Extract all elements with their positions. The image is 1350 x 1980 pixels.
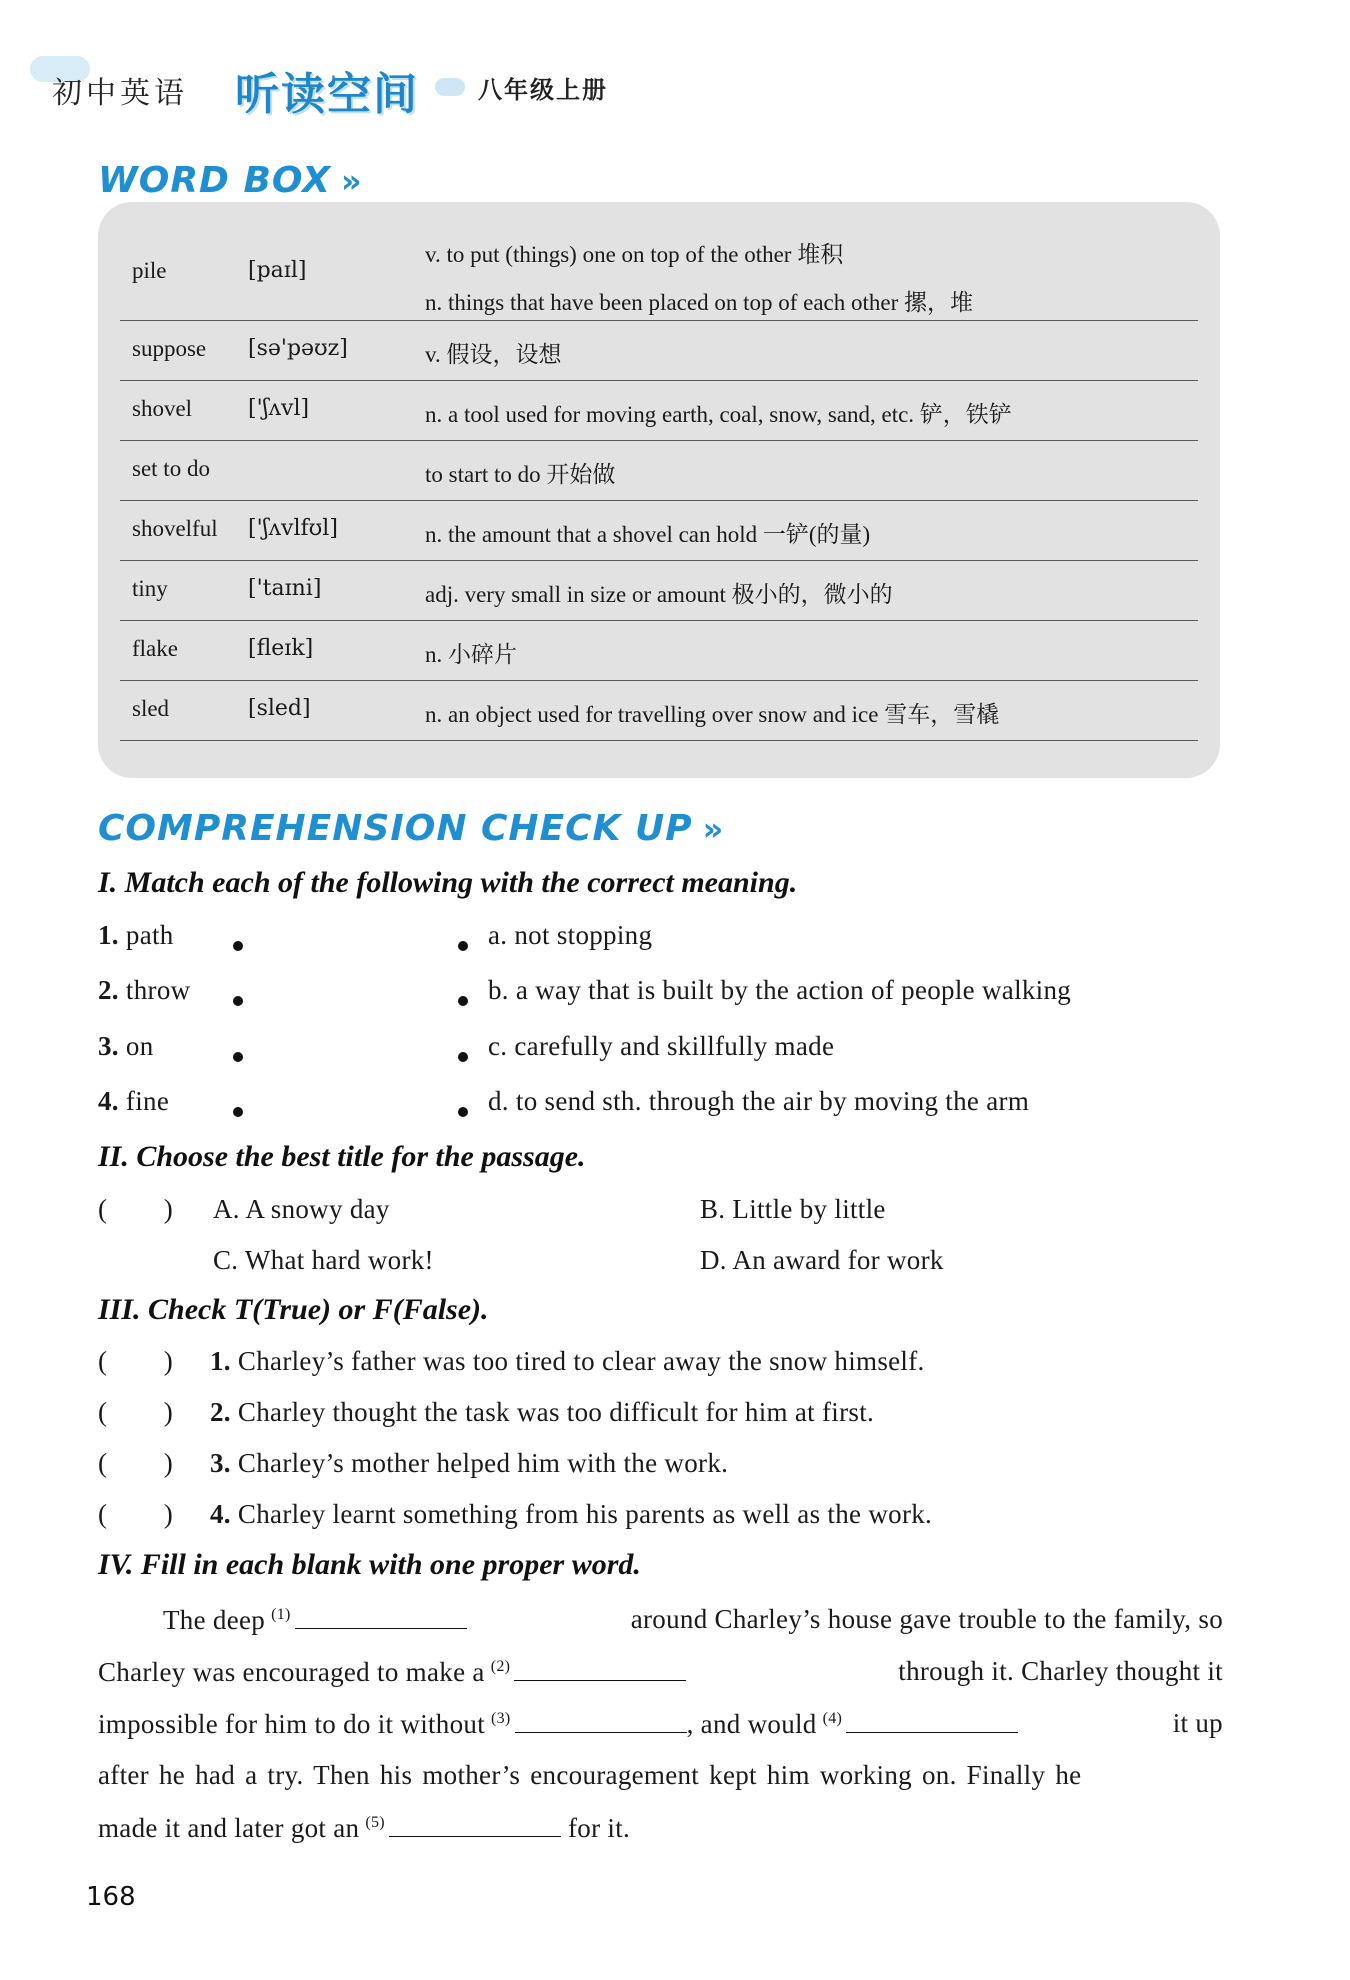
word-row-pile [120,222,1198,321]
word-term: pile [132,258,167,283]
item-text: on [125,1031,154,1061]
word-definition: to start to do 开始做 [425,462,616,487]
match-dot-left[interactable] [233,1107,243,1117]
word-definition: n. things that have been placed on top of each other 摞，堆 [425,290,974,315]
comprehension-title-text: COMPREHENSION CHECK UP [98,808,693,849]
item-text: Charley’s father was too tired to clear away the snow himself. [237,1346,925,1376]
blank-4[interactable] [846,1708,1018,1733]
word-phonetic: ['ʃʌvl] [248,396,310,421]
tf-item [210,1448,728,1479]
word-row-sled [120,680,1198,741]
word-box-title-text: WORD BOX [98,160,331,201]
match-left-item [98,1086,169,1117]
blank-5[interactable] [389,1812,561,1837]
item-number: 2. [210,1397,231,1427]
word-definition: n. a tool used for moving earth, coal, snow, sand, etc. 铲，铁铲 [425,402,1012,427]
page-header [30,50,1320,130]
word-phonetic: [sled] [248,696,311,721]
word-phonetic: ['taɪni] [248,576,322,601]
answer-bracket[interactable]: ( ) [98,1194,173,1224]
match-dot-left[interactable] [233,941,243,951]
word-phonetic: [fleɪk] [248,636,314,661]
series-title: 初中英语 [52,76,188,111]
item-text: Charley thought the task was too difficult for him at first. [237,1397,875,1427]
option-a: A. A snowy day [213,1194,390,1224]
item-text: path [125,920,174,950]
option-b: B. Little by little [700,1194,886,1224]
word-row-shovelful [120,500,1198,561]
tf-item [210,1397,874,1428]
word-definition: adj. very small in size or amount 极小的，微小的 [425,582,893,607]
match-left-item [98,1031,154,1062]
tf-item [210,1499,932,1530]
page-number: 168 [86,1882,136,1912]
passage-text: it up [1172,1708,1223,1738]
double-chevron-icon: » [340,162,363,200]
word-box-title [98,160,363,201]
part3-heading: III. Check T(True) or F(False). [98,1293,489,1326]
item-number: 4. [98,1086,119,1116]
passage-line [98,1708,1223,1740]
comprehension-title [98,808,724,849]
match-dot-right[interactable] [458,1052,468,1062]
word-term: set to do [132,456,210,481]
word-row-shovel [120,380,1198,441]
passage-text: around Charley’s house gave trouble to the family, so [630,1604,1223,1634]
item-number: 1. [210,1346,231,1376]
match-right-item: a. not stopping [488,920,653,950]
option-d: D. An award for work [700,1245,944,1275]
answer-bracket[interactable]: ( ) [98,1448,173,1478]
word-definition: n. an object used for travelling over snow and ice 雪车，雪橇 [425,702,1000,727]
brand-logo: 听读空间 [235,69,419,120]
item-number: 1. [98,920,119,950]
word-term: suppose [132,336,207,361]
item-text: Charley learnt something from his parents as well as the work. [237,1499,933,1529]
double-chevron-icon: » [702,810,725,848]
answer-bracket[interactable]: ( ) [98,1397,173,1427]
grade-label: 八年级上册 [478,76,608,104]
match-right-item: b. a way that is built by the action of people walking [488,975,1072,1005]
match-left-item [98,920,174,951]
part1-heading: I. Match each of the following with the correct meaning. [98,866,798,899]
passage-line [98,1812,630,1844]
match-right-item: d. to send sth. through the air by moving the arm [488,1086,1030,1116]
blank-3[interactable] [515,1708,687,1733]
word-phonetic: [paɪl] [248,258,307,283]
option-c: C. What hard work! [213,1245,434,1275]
word-term: sled [132,696,170,721]
word-term: flake [132,636,178,661]
word-box [98,202,1220,778]
passage-text: , and would [686,1709,817,1739]
item-number: 3. [98,1031,119,1061]
word-definition: n. the amount that a shovel can hold 一铲(的量) [425,522,871,547]
blank-number: (1) [271,1606,291,1623]
word-definition: v. 假设，设想 [425,342,562,367]
passage-text: The deep [163,1605,266,1635]
passage-text: for it. [567,1813,631,1843]
tf-item [210,1346,925,1377]
match-dot-right[interactable] [458,996,468,1006]
answer-bracket[interactable]: ( ) [98,1499,173,1529]
match-dot-right[interactable] [458,941,468,951]
passage-line: after he had a try. Then his mother’s encouragement kept him working on. Finally he [98,1760,1082,1790]
blank-2[interactable] [514,1656,686,1681]
word-row-set-to-do [120,440,1198,501]
item-number: 3. [210,1448,231,1478]
blank-1[interactable] [295,1604,467,1629]
match-dot-left[interactable] [233,1052,243,1062]
part4-heading: IV. Fill in each blank with one proper word. [98,1548,641,1581]
answer-bracket[interactable]: ( ) [98,1346,173,1376]
passage-text: Charley was encouraged to make a [98,1657,485,1687]
bubble-decoration-icon [435,78,465,96]
passage-text: through it. Charley thought it [898,1656,1223,1686]
word-row-flake [120,620,1198,681]
word-term: shovelful [132,516,218,541]
word-phonetic: [sə'pəʊz] [248,336,348,361]
item-text: Charley’s mother helped him with the work. [237,1448,729,1478]
item-number: 2. [98,975,119,1005]
word-row-suppose [120,320,1198,381]
blank-number: (4) [822,1710,843,1727]
word-term: tiny [132,576,168,601]
word-phonetic: ['ʃʌvlfʊl] [248,516,338,541]
passage-line [98,1656,1223,1688]
word-row-tiny [120,560,1198,621]
match-dot-right[interactable] [458,1107,468,1117]
blank-number: (2) [490,1658,511,1675]
match-left-item [98,975,190,1006]
blank-number: (3) [491,1710,511,1727]
item-text: fine [125,1086,170,1116]
match-dot-left[interactable] [233,996,243,1006]
item-number: 4. [210,1499,231,1529]
blank-number: (5) [365,1814,385,1831]
word-term: shovel [132,396,193,421]
passage-text: made it and later got an [98,1813,360,1843]
passage-text: impossible for him to do it without [98,1709,485,1739]
match-right-item: c. carefully and skillfully made [488,1031,835,1061]
item-text: throw [125,975,191,1005]
word-definition: n. 小碎片 [425,642,517,667]
word-definition: v. to put (things) one on top of the other 堆积 [425,242,844,267]
part2-heading: II. Choose the best title for the passage. [98,1140,586,1173]
passage-line [163,1604,1223,1636]
